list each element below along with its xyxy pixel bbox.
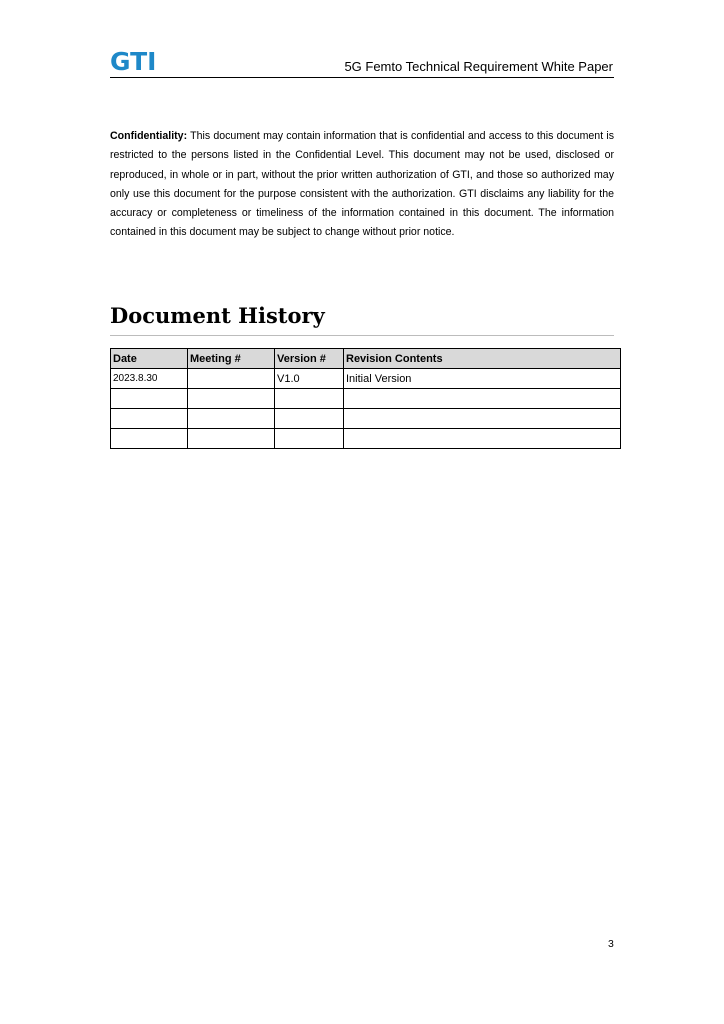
cell-version — [275, 429, 344, 449]
cell-meeting — [188, 409, 275, 429]
cell-meeting — [188, 429, 275, 449]
gti-logo: GTI — [110, 47, 157, 76]
cell-version — [275, 389, 344, 409]
cell-date — [111, 429, 188, 449]
cell-version: V1.0 — [275, 369, 344, 389]
document-title: 5G Femto Technical Requirement White Paper — [344, 59, 613, 74]
table-row — [111, 429, 621, 449]
cell-revision-contents — [344, 409, 621, 429]
cell-meeting — [188, 389, 275, 409]
column-header-meeting: Meeting # — [188, 349, 275, 369]
table-header-row — [111, 349, 621, 369]
cell-revision-contents: Initial Version — [344, 369, 621, 389]
confidentiality-notice — [110, 127, 614, 243]
column-header-revision-contents: Revision Contents — [344, 349, 621, 369]
cell-version — [275, 409, 344, 429]
cell-meeting — [188, 369, 275, 389]
cell-revision-contents — [344, 389, 621, 409]
cell-date — [111, 389, 188, 409]
table-row — [111, 409, 621, 429]
confidentiality-text: This document may contain information that is confidential and access to this document is restricted to the persons listed in the Confidential Level. This document may not be used, disclosed or reproduced, in whole or in part, without the prior written authorization of GTI, and those so authorized may only use this document for the purpose consistent with the authorization. GTI disclaims any liability for the accuracy or completeness or timeliness of the information contained in this document. The information contained in this document may be subject to change without prior notice. — [110, 130, 614, 239]
table-row — [111, 369, 621, 389]
cell-date — [111, 409, 188, 429]
heading-divider — [110, 335, 614, 336]
header-divider — [110, 77, 614, 78]
table-row — [111, 389, 621, 409]
confidentiality-label: Confidentiality: — [110, 130, 188, 142]
column-header-date: Date — [111, 349, 188, 369]
column-header-version: Version # — [275, 349, 344, 369]
document-history-heading: Document History — [110, 303, 325, 328]
document-history-table — [110, 348, 621, 449]
page-number: 3 — [608, 938, 614, 950]
cell-date: 2023.8.30 — [111, 369, 188, 389]
cell-revision-contents — [344, 429, 621, 449]
